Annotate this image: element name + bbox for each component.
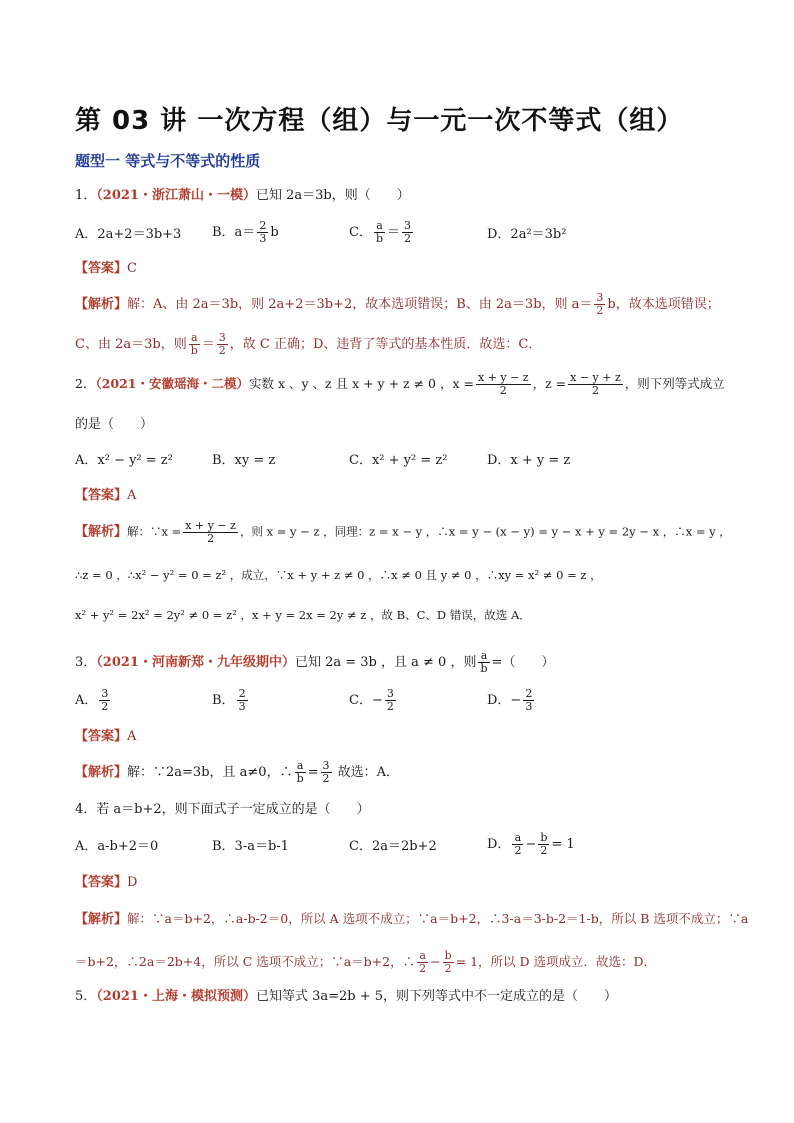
fraction: $\frac{3}{2}$ (404, 219, 412, 245)
q2-option-c: C．x² + y² = z² (349, 453, 448, 468)
q3-answer: 【答案】A (75, 729, 137, 744)
q2-answer: 【答案】A (75, 488, 137, 503)
q4-explanation-line2: ＝b+2，∴2a＝2b+4，所以 C 选项不成立；∵a＝b+2，∴ $\frac{a}{2}$ − $\frac{b}{2}$ = 1，所以 D 选项成立．故选：D． (75, 949, 657, 975)
question-1-stem (75, 187, 410, 205)
q1-option-a: A．2a+2＝3b+3 (75, 227, 182, 242)
q3-option-d: D．− $\frac{2}{3}$ (487, 687, 533, 713)
question-source: （2021・安徽瑶海・二模） (95, 376, 249, 391)
section-heading: 题型一 等式与不等式的性质 (75, 152, 261, 170)
fraction: $\frac{a}{b}$ (296, 759, 304, 785)
q3-option-c: C．− $\frac{3}{2}$ (349, 687, 394, 713)
q2-option-a: A．x² − y² = z² (75, 453, 173, 468)
q1-explanation-line1: 【解析】解：A、由 2a＝3b，则 2a+2＝3b+2，故本选项错误；B、由 2a＝3b，则 a＝ $\frac{3}{2}$ b，故本选项错误； (75, 291, 720, 317)
fraction: $\frac{a}{2}$ (514, 831, 522, 857)
fraction: $\frac{3}{2}$ (596, 291, 604, 317)
page-title: 第 03 讲 一次方程（组）与一元一次不等式（组） (75, 106, 684, 136)
fraction: $\frac{a}{b}$ (375, 219, 383, 245)
fraction: $\frac{a}{b}$ (190, 331, 198, 357)
q4-option-d: D． $\frac{a}{2}$ − $\frac{b}{2}$ = 1 (487, 831, 575, 857)
q4-option-a: A．a-b+2＝0 (75, 839, 159, 854)
question-source: （2021・浙江萧山・一模） (96, 188, 256, 203)
question-4-stem: 4．若 a＝b+2，则下面式子一定成立的是（ ） (75, 802, 370, 817)
q1-option-d: D．2a²＝3b² (487, 227, 567, 242)
question-text: 已知 2a＝3b，则（ ） (255, 188, 410, 203)
fraction: $\frac{2}{3}$ (259, 219, 267, 245)
fraction: $\frac{2}{3}$ (238, 687, 246, 713)
fraction: $\frac{x - y + z}{2}$ (570, 371, 621, 397)
q3-option-a: A． $\frac{3}{2}$ (75, 687, 109, 713)
fraction: $\frac{3}{2}$ (218, 331, 226, 357)
question-source: （2021・河南新郑・九年级期中） (96, 655, 295, 670)
q1-explanation-line2: C、由 2a＝3b，则 $\frac{a}{b}$ ＝ $\frac{3}{2}$ ，故 C 正确；D、违背了等式的基本性质．故选：C． (75, 331, 542, 357)
q2-explanation-line1: 【解析】解：∵x = $\frac{x + y - z}{2}$ ，则 x = y − z ，同理：z = x − y ，∴x = y − (x − y) = y − x + y = 2y − x ，∴x = y ， (75, 519, 731, 545)
question-5-stem: 5．（2021・上海・模拟预测）已知等式 3a=2b + 5，则下列等式中不一定成立的是（ ） (75, 989, 618, 1004)
question-2-stem-cont: 的是（ ） (75, 417, 154, 432)
q1-option-c: C． $\frac{a}{b}$ ＝ $\frac{3}{2}$ (349, 219, 412, 245)
q1-option-b: B．a＝ $\frac{2}{3}$ b (212, 219, 279, 245)
q4-answer: 【答案】D (75, 875, 138, 890)
fraction: $\frac{x + y - z}{2}$ (185, 519, 236, 545)
q3-option-b: B． $\frac{2}{3}$ (212, 687, 246, 713)
q2-explanation-line2: ∴z = 0 ，∴x² − y² = 0 = z² ，成立，∵x + y + z ≠ 0 ，∴x ≠ 0 且 y ≠ 0 ，∴xy = x² ≠ 0 = z ， (75, 568, 602, 582)
fraction: $\frac{x + y - z}{2}$ (477, 371, 529, 397)
q2-option-d: D．x + y = z (487, 453, 571, 468)
q3-explanation: 【解析】解：∵2a=3b，且 a≠0，∴ $\frac{a}{b}$ = $\frac{3}{2}$ 故选：A． (75, 759, 400, 785)
fraction: $\frac{3}{2}$ (386, 687, 394, 713)
q4-option-b: B．3-a＝b-1 (212, 839, 289, 854)
fraction: $\frac{a}{b}$ (480, 649, 488, 675)
q4-explanation-line1: 【解析】解：∵a＝b+2，∴a-b-2＝0，所以 A 选项不成立；∵a＝b+2，∴3-a＝3-b-2＝1-b，所以 B 选项不成立；∵a (75, 911, 749, 927)
q2-explanation-line3: x² + y² = 2x² = 2y² ≠ 0 = z² ，x + y = 2x = 2y ≠ z ，故 B、C、D 错误，故选 A． (75, 608, 531, 622)
q4-option-c: C．2a＝2b+2 (349, 839, 437, 854)
q2-option-b: B．xy = z (212, 453, 276, 468)
fraction: $\frac{3}{2}$ (322, 759, 330, 785)
fraction: $\frac{b}{2}$ (540, 831, 548, 857)
fraction: $\frac{a}{2}$ (419, 949, 427, 975)
question-source: （2021・上海・模拟预测） (96, 989, 256, 1004)
question-3-stem: 3．（2021・河南新郑・九年级期中）已知 2a = 3b ，且 a ≠ 0 ，则 $\frac{a}{b}$ =（ ） (75, 649, 555, 675)
question-number: 1． (75, 188, 97, 203)
fraction: $\frac{2}{3}$ (525, 687, 533, 713)
question-2-stem: 2．（2021・安徽瑶海・二模）实数 x 、y 、z 且 x + y + z ≠ 0 ，x = $\frac{x + y - z}{2}$ ，z = $\frac{x - y + z}{2}$ ，则下列等式成立 (75, 371, 725, 397)
q1-answer: 【答案】C (75, 261, 137, 276)
fraction: $\frac{b}{2}$ (444, 949, 452, 975)
fraction: $\frac{3}{2}$ (101, 687, 109, 713)
